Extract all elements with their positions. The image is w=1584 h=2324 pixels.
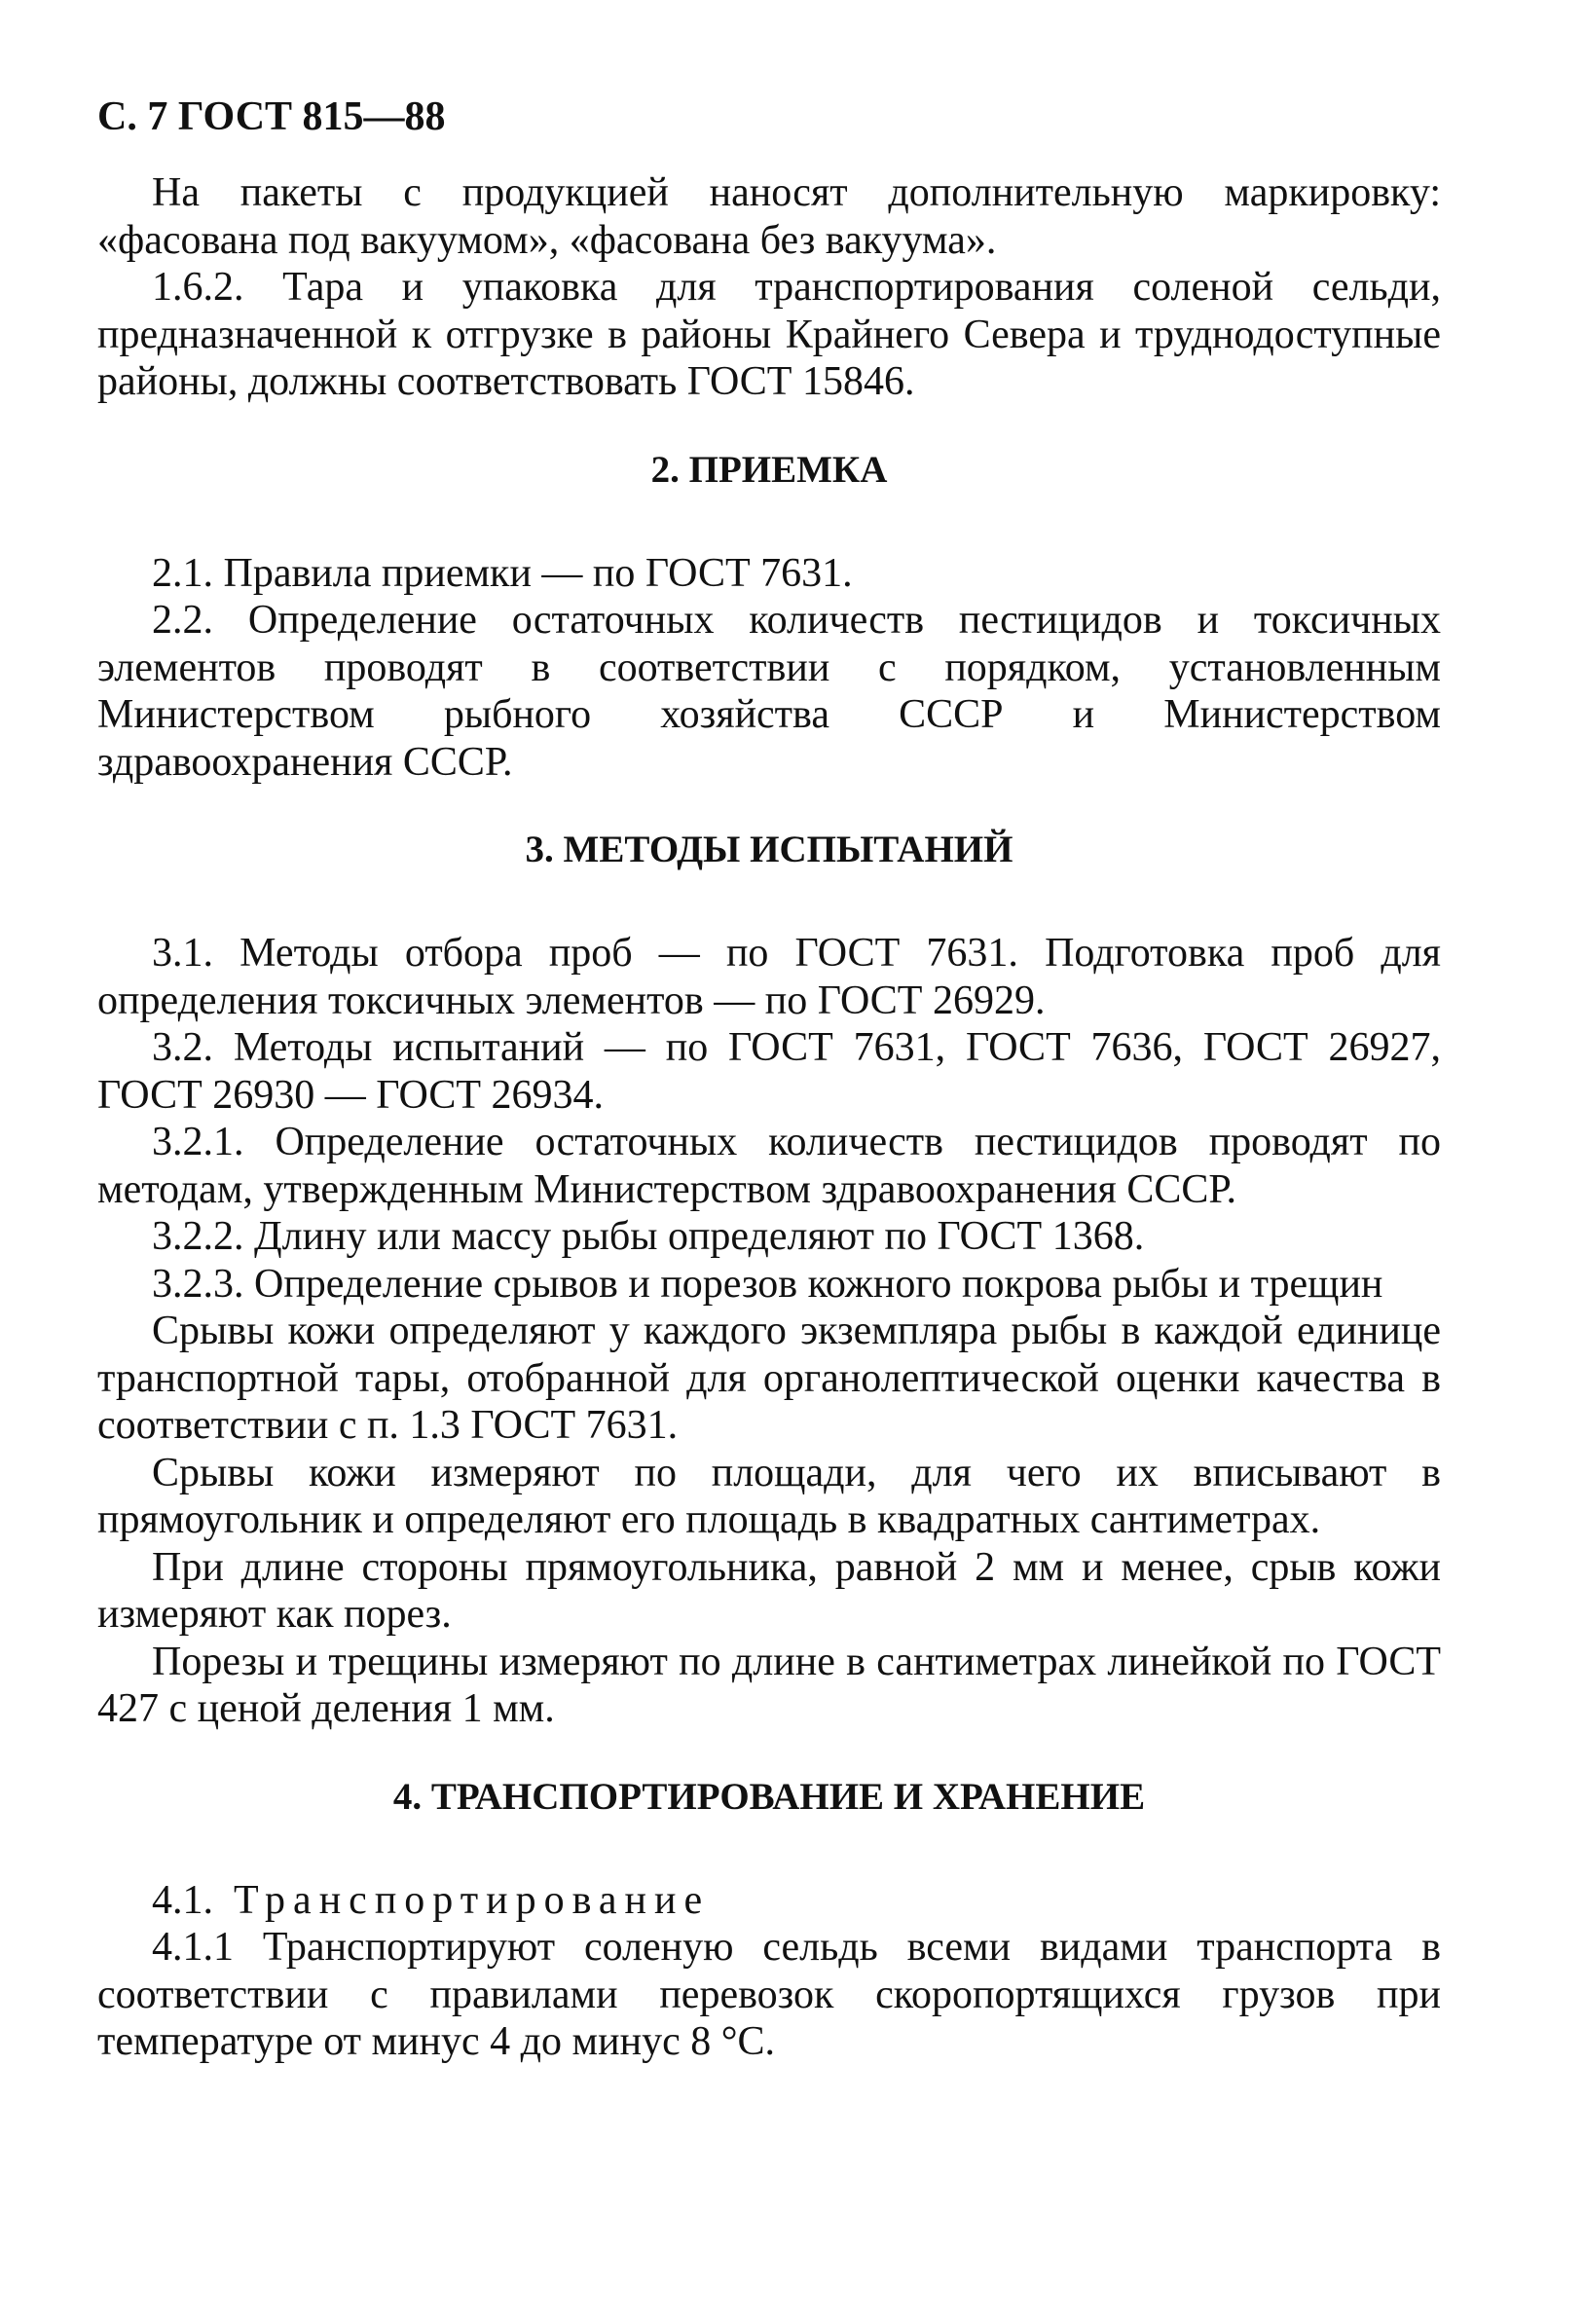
paragraph-skin-tears: Срывы кожи определяют у каждого экземпляра рыбы в каждой единице транспортной тары, отобранной для органолептической оценки качества в соответствии с п. 1.3 ГОСТ 7631.	[97, 1309, 1441, 1448]
document-page	[97, 86, 1441, 2066]
paragraph-area-measurement: Срывы кожи измеряют по площади, для чего их вписывают в прямоугольник и определяют его площадь в квадратных сантиметрах.	[97, 1450, 1441, 1542]
subsection-number: 4.1.	[152, 1877, 213, 1923]
section-heading-transport-storage: 4. ТРАНСПОРТИРОВАНИЕ И ХРАНЕНИЕ	[392, 1775, 1146, 1818]
paragraph-2-2: 2.2. Определение остаточных количеств пестицидов и токсичных элементов проводят в соответствии с порядком, установленным Министерством рыбного хозяйства СССР и Министерством здравоохранения СССР.	[97, 598, 1441, 785]
section-heading-test-methods: 3. МЕТОДЫ ИСПЫТАНИЙ	[525, 829, 1013, 870]
paragraph-side-length: При длине стороны прямоугольника, равной 2 мм и менее, срыв кожи измеряют как порез.	[97, 1544, 1441, 1637]
paragraph-marking: На пакеты с продукцией наносят дополнительную маркировку: «фасована под вакуумом», «фасована без вакуума».	[97, 170, 1441, 263]
paragraph-3-2-3: 3.2.3. Определение срывов и порезов кожного покрова рыбы и трещин	[152, 1261, 1383, 1307]
subsection-heading-transport	[97, 1877, 1441, 1925]
paragraph-2-1: 2.1. Правила приемки — по ГОСТ 7631.	[152, 550, 853, 596]
paragraph-3-1: 3.1. Методы отбора проб — по ГОСТ 7631. Подготовка проб для определения токсичных элементов — по ГОСТ 26929.	[97, 931, 1441, 1023]
section-heading-acceptance: 2. ПРИЕМКА	[650, 448, 888, 491]
paragraph-3-2-2: 3.2.2. Длину или массу рыбы определяют по ГОСТ 1368.	[152, 1214, 1145, 1259]
page-header: С. 7 ГОСТ 815—88	[97, 94, 446, 139]
paragraph-3-2-1: 3.2.1. Определение остаточных количеств пестицидов проводят по методам, утвержденным Министерством здравоохранения СССР.	[97, 1120, 1441, 1212]
paragraph-1-6-2: 1.6.2. Тара и упаковка для транспортирования соленой сельди, предназначенной к отгрузке в районы Крайнего Севера и труднодоступные районы, должны соответствовать ГОСТ 15846.	[97, 265, 1441, 404]
paragraph-3-2: 3.2. Методы испытаний — по ГОСТ 7631, ГОСТ 7636, ГОСТ 26927, ГОСТ 26930 — ГОСТ 26934.	[97, 1025, 1441, 1118]
subsection-title: Транспортирование	[234, 1877, 711, 1923]
paragraph-4-1-1: 4.1.1 Транспортируют соленую сельдь всеми видами транспорта в соответствии с правилами перевозок скоропортящихся грузов при температуре от минус 4 до минус 8 °С.	[97, 1925, 1441, 2064]
paragraph-cuts-cracks: Порезы и трещины измеряют по длине в сантиметрах линейкой по ГОСТ 427 с ценой деления 1 мм.	[97, 1639, 1441, 1731]
